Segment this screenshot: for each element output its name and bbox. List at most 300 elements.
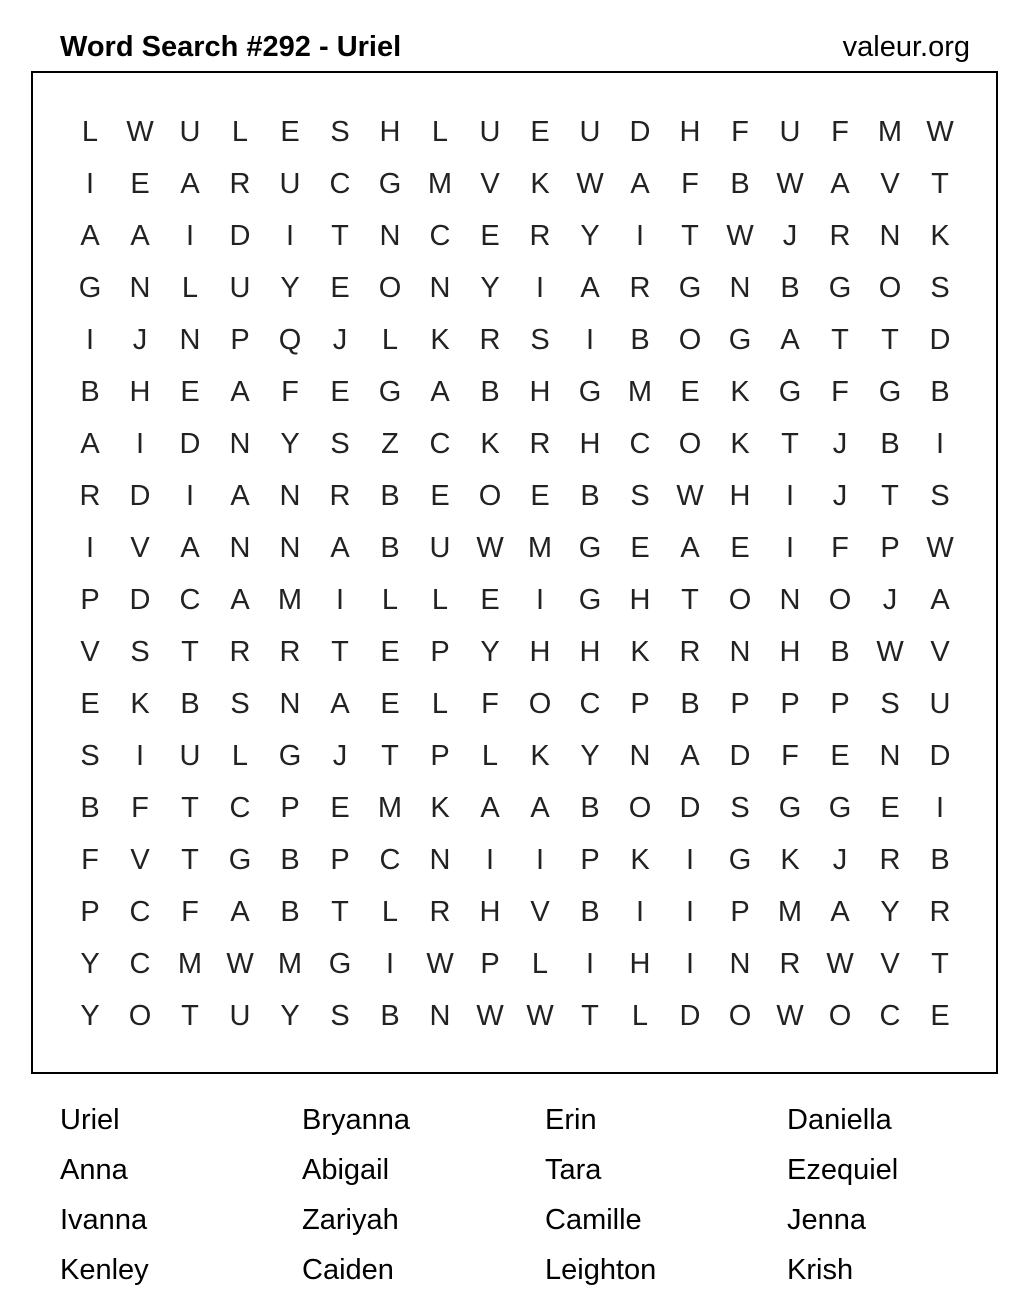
grid-letter[interactable]: B — [630, 324, 650, 356]
grid-letter[interactable]: Y — [80, 948, 100, 980]
grid-letter[interactable]: O — [678, 428, 702, 460]
grid-letter[interactable]: V — [930, 636, 950, 668]
grid-letter[interactable]: P — [330, 844, 350, 876]
grid-letter[interactable]: U — [429, 532, 451, 564]
grid-letter[interactable]: A — [430, 376, 450, 408]
grid-letter[interactable]: K — [530, 168, 550, 200]
grid-letter[interactable]: A — [130, 220, 150, 252]
grid-letter[interactable]: N — [129, 272, 151, 304]
grid-letter[interactable]: R — [629, 272, 651, 304]
grid-letter[interactable]: K — [780, 844, 800, 876]
grid-letter[interactable]: R — [529, 220, 551, 252]
grid-letter[interactable]: A — [630, 168, 650, 200]
grid-letter[interactable]: T — [831, 324, 849, 356]
grid-letter[interactable]: S — [730, 792, 750, 824]
grid-letter[interactable]: I — [935, 428, 945, 460]
grid-letter[interactable]: S — [930, 272, 950, 304]
grid-letter[interactable]: O — [728, 584, 752, 616]
grid-letter[interactable]: G — [828, 272, 852, 304]
grid-letter[interactable]: B — [480, 376, 500, 408]
grid-letter[interactable]: E — [830, 740, 850, 772]
grid-letter[interactable]: U — [229, 1000, 251, 1032]
grid-letter[interactable]: I — [85, 168, 95, 200]
grid-letter[interactable]: E — [330, 272, 350, 304]
grid-letter[interactable]: C — [129, 948, 151, 980]
grid-letter[interactable]: P — [280, 792, 300, 824]
grid-letter[interactable]: T — [881, 480, 899, 512]
grid-letter[interactable]: K — [530, 740, 550, 772]
grid-letter[interactable]: A — [80, 428, 100, 460]
grid-letter[interactable]: T — [331, 220, 349, 252]
grid-letter[interactable]: I — [685, 844, 695, 876]
grid-letter[interactable]: I — [135, 428, 145, 460]
grid-letter[interactable]: I — [585, 948, 595, 980]
grid-letter[interactable]: U — [929, 688, 951, 720]
grid-letter[interactable]: I — [185, 480, 195, 512]
grid-letter[interactable]: N — [729, 636, 751, 668]
grid-letter[interactable]: C — [329, 168, 351, 200]
grid-letter[interactable]: P — [80, 896, 100, 928]
grid-letter[interactable]: L — [431, 688, 449, 720]
grid-letter[interactable]: T — [331, 636, 349, 668]
grid-letter[interactable]: H — [579, 428, 601, 460]
grid-letter[interactable]: A — [480, 792, 500, 824]
grid-letter[interactable]: K — [630, 636, 650, 668]
grid-letter[interactable]: B — [780, 272, 800, 304]
grid-letter[interactable]: N — [879, 220, 901, 252]
grid-letter[interactable]: W — [676, 480, 704, 512]
grid-letter[interactable]: F — [831, 376, 849, 408]
grid-letter[interactable]: E — [380, 636, 400, 668]
grid-letter[interactable]: J — [832, 480, 848, 512]
grid-letter[interactable]: D — [129, 584, 151, 616]
grid-letter[interactable]: K — [930, 220, 950, 252]
grid-letter[interactable]: T — [931, 948, 949, 980]
grid-letter[interactable]: L — [381, 324, 399, 356]
grid-letter[interactable]: C — [429, 428, 451, 460]
grid-letter[interactable]: E — [380, 688, 400, 720]
grid-letter[interactable]: W — [776, 168, 804, 200]
grid-letter[interactable]: E — [480, 584, 500, 616]
grid-letter[interactable]: B — [730, 168, 750, 200]
grid-letter[interactable]: N — [729, 272, 751, 304]
grid-letter[interactable]: L — [181, 272, 199, 304]
grid-letter[interactable]: E — [330, 792, 350, 824]
grid-letter[interactable]: G — [828, 792, 852, 824]
grid-letter[interactable]: A — [230, 480, 250, 512]
grid-letter[interactable]: I — [585, 324, 595, 356]
grid-letter[interactable]: L — [531, 948, 549, 980]
grid-letter[interactable]: O — [628, 792, 652, 824]
grid-letter[interactable]: E — [280, 116, 300, 148]
grid-letter[interactable]: H — [629, 948, 651, 980]
grid-letter[interactable]: E — [680, 376, 700, 408]
grid-letter[interactable]: P — [780, 688, 800, 720]
grid-letter[interactable]: N — [879, 740, 901, 772]
grid-letter[interactable]: J — [882, 584, 898, 616]
grid-letter[interactable]: G — [228, 844, 252, 876]
grid-letter[interactable]: N — [429, 272, 451, 304]
grid-letter[interactable]: P — [730, 688, 750, 720]
grid-letter[interactable]: J — [332, 324, 348, 356]
grid-letter[interactable]: G — [378, 168, 402, 200]
grid-letter[interactable]: H — [579, 636, 601, 668]
grid-letter[interactable]: R — [479, 324, 501, 356]
grid-letter[interactable]: C — [579, 688, 601, 720]
grid-letter[interactable]: A — [330, 532, 350, 564]
grid-letter[interactable]: R — [279, 636, 301, 668]
grid-letter[interactable]: H — [629, 584, 651, 616]
grid-letter[interactable]: I — [185, 220, 195, 252]
grid-letter[interactable]: G — [728, 844, 752, 876]
grid-letter[interactable]: E — [880, 792, 900, 824]
grid-letter[interactable]: I — [685, 948, 695, 980]
grid-letter[interactable]: E — [480, 220, 500, 252]
grid-letter[interactable]: I — [535, 272, 545, 304]
grid-letter[interactable]: R — [329, 480, 351, 512]
grid-letter[interactable]: U — [779, 116, 801, 148]
grid-letter[interactable]: A — [230, 376, 250, 408]
grid-letter[interactable]: P — [480, 948, 500, 980]
grid-letter[interactable]: L — [231, 740, 249, 772]
grid-letter[interactable]: P — [580, 844, 600, 876]
grid-letter[interactable]: N — [279, 480, 301, 512]
grid-letter[interactable]: B — [580, 896, 600, 928]
grid-letter[interactable]: S — [230, 688, 250, 720]
grid-letter[interactable]: S — [930, 480, 950, 512]
grid-letter[interactable]: N — [729, 948, 751, 980]
grid-letter[interactable]: I — [485, 844, 495, 876]
grid-letter[interactable]: B — [930, 376, 950, 408]
grid-letter[interactable]: J — [132, 324, 148, 356]
grid-letter[interactable]: M — [377, 792, 403, 824]
grid-letter[interactable]: D — [729, 740, 751, 772]
grid-letter[interactable]: F — [81, 844, 99, 876]
grid-letter[interactable]: P — [630, 688, 650, 720]
grid-letter[interactable]: K — [730, 376, 750, 408]
grid-letter[interactable]: S — [330, 428, 350, 460]
grid-letter[interactable]: A — [530, 792, 550, 824]
grid-letter[interactable]: K — [430, 324, 450, 356]
grid-letter[interactable]: I — [85, 324, 95, 356]
grid-letter[interactable]: Y — [280, 428, 300, 460]
grid-letter[interactable]: L — [481, 740, 499, 772]
grid-letter[interactable]: U — [179, 740, 201, 772]
grid-letter[interactable]: B — [680, 688, 700, 720]
grid-letter[interactable]: G — [578, 532, 602, 564]
grid-letter[interactable]: J — [832, 844, 848, 876]
grid-letter[interactable]: W — [426, 948, 454, 980]
grid-letter[interactable]: K — [430, 792, 450, 824]
grid-letter[interactable]: I — [785, 480, 795, 512]
grid-letter[interactable]: D — [129, 480, 151, 512]
grid-letter[interactable]: A — [830, 896, 850, 928]
grid-letter[interactable]: G — [678, 272, 702, 304]
grid-letter[interactable]: P — [830, 688, 850, 720]
grid-letter[interactable]: L — [631, 1000, 649, 1032]
grid-letter[interactable]: W — [226, 948, 254, 980]
grid-letter[interactable]: T — [581, 1000, 599, 1032]
grid-letter[interactable]: M — [527, 532, 553, 564]
grid-letter[interactable]: E — [180, 376, 200, 408]
grid-letter[interactable]: B — [280, 896, 300, 928]
grid-letter[interactable]: E — [430, 480, 450, 512]
grid-letter[interactable]: F — [181, 896, 199, 928]
grid-letter[interactable]: C — [379, 844, 401, 876]
grid-letter[interactable]: W — [926, 116, 954, 148]
grid-letter[interactable]: E — [530, 116, 550, 148]
grid-letter[interactable]: N — [229, 428, 251, 460]
grid-letter[interactable]: G — [578, 584, 602, 616]
grid-letter[interactable]: I — [535, 584, 545, 616]
grid-letter[interactable]: W — [526, 1000, 554, 1032]
grid-letter[interactable]: T — [181, 1000, 199, 1032]
grid-letter[interactable]: N — [179, 324, 201, 356]
grid-letter[interactable]: G — [878, 376, 902, 408]
grid-letter[interactable]: B — [580, 480, 600, 512]
grid-letter[interactable]: N — [229, 532, 251, 564]
grid-letter[interactable]: O — [528, 688, 552, 720]
grid-letter[interactable]: H — [779, 636, 801, 668]
grid-letter[interactable]: P — [430, 740, 450, 772]
grid-letter[interactable]: M — [427, 168, 453, 200]
grid-letter[interactable]: A — [230, 584, 250, 616]
grid-letter[interactable]: J — [782, 220, 798, 252]
grid-letter[interactable]: I — [935, 792, 945, 824]
grid-letter[interactable]: O — [728, 1000, 752, 1032]
grid-letter[interactable]: M — [277, 948, 303, 980]
grid-letter[interactable]: W — [926, 532, 954, 564]
grid-letter[interactable]: A — [830, 168, 850, 200]
grid-letter[interactable]: W — [126, 116, 154, 148]
grid-letter[interactable]: R — [679, 636, 701, 668]
grid-letter[interactable]: T — [181, 636, 199, 668]
grid-letter[interactable]: P — [230, 324, 250, 356]
grid-letter[interactable]: T — [331, 896, 349, 928]
grid-letter[interactable]: Y — [280, 1000, 300, 1032]
grid-letter[interactable]: L — [431, 584, 449, 616]
grid-letter[interactable]: U — [179, 116, 201, 148]
grid-letter[interactable]: R — [829, 220, 851, 252]
grid-letter[interactable]: V — [130, 844, 150, 876]
grid-letter[interactable]: G — [278, 740, 302, 772]
grid-letter[interactable]: O — [128, 1000, 152, 1032]
grid-letter[interactable]: J — [332, 740, 348, 772]
grid-letter[interactable]: R — [229, 636, 251, 668]
grid-letter[interactable]: T — [381, 740, 399, 772]
grid-letter[interactable]: P — [430, 636, 450, 668]
grid-letter[interactable]: A — [80, 220, 100, 252]
grid-letter[interactable]: B — [830, 636, 850, 668]
grid-letter[interactable]: I — [385, 948, 395, 980]
grid-letter[interactable]: H — [479, 896, 501, 928]
grid-letter[interactable]: H — [379, 116, 401, 148]
grid-letter[interactable]: B — [80, 792, 100, 824]
grid-letter[interactable]: S — [80, 740, 100, 772]
grid-letter[interactable]: U — [479, 116, 501, 148]
grid-letter[interactable]: E — [80, 688, 100, 720]
grid-letter[interactable]: C — [129, 896, 151, 928]
grid-letter[interactable]: Y — [580, 220, 600, 252]
grid-letter[interactable]: D — [929, 740, 951, 772]
grid-letter[interactable]: Y — [580, 740, 600, 772]
grid-letter[interactable]: O — [828, 584, 852, 616]
grid-letter[interactable]: R — [429, 896, 451, 928]
grid-letter[interactable]: T — [781, 428, 799, 460]
grid-letter[interactable]: G — [778, 792, 802, 824]
grid-letter[interactable]: T — [181, 844, 199, 876]
grid-letter[interactable]: Y — [480, 272, 500, 304]
grid-letter[interactable]: V — [530, 896, 550, 928]
grid-letter[interactable]: B — [880, 428, 900, 460]
grid-letter[interactable]: O — [828, 1000, 852, 1032]
grid-letter[interactable]: K — [130, 688, 150, 720]
grid-letter[interactable]: V — [480, 168, 500, 200]
grid-letter[interactable]: L — [381, 584, 399, 616]
grid-letter[interactable]: F — [681, 168, 699, 200]
grid-letter[interactable]: L — [431, 116, 449, 148]
grid-letter[interactable]: F — [831, 532, 849, 564]
grid-letter[interactable]: V — [130, 532, 150, 564]
grid-letter[interactable]: N — [629, 740, 651, 772]
grid-letter[interactable]: N — [779, 584, 801, 616]
grid-letter[interactable]: A — [230, 896, 250, 928]
grid-letter[interactable]: W — [826, 948, 854, 980]
grid-letter[interactable]: K — [630, 844, 650, 876]
grid-letter[interactable]: I — [635, 220, 645, 252]
grid-letter[interactable]: B — [380, 1000, 400, 1032]
grid-letter[interactable]: S — [880, 688, 900, 720]
grid-letter[interactable]: P — [880, 532, 900, 564]
grid-letter[interactable]: N — [379, 220, 401, 252]
grid-letter[interactable]: D — [229, 220, 251, 252]
grid-letter[interactable]: I — [335, 584, 345, 616]
grid-letter[interactable]: C — [879, 1000, 901, 1032]
grid-letter[interactable]: S — [330, 116, 350, 148]
grid-letter[interactable]: T — [881, 324, 899, 356]
grid-letter[interactable]: D — [179, 428, 201, 460]
grid-letter[interactable]: E — [330, 376, 350, 408]
grid-letter[interactable]: S — [630, 480, 650, 512]
grid-letter[interactable]: C — [429, 220, 451, 252]
grid-letter[interactable]: U — [579, 116, 601, 148]
grid-letter[interactable]: G — [578, 376, 602, 408]
grid-letter[interactable]: M — [277, 584, 303, 616]
grid-letter[interactable]: I — [635, 896, 645, 928]
grid-letter[interactable]: V — [880, 168, 900, 200]
grid-letter[interactable]: A — [180, 168, 200, 200]
grid-letter[interactable]: B — [580, 792, 600, 824]
grid-letter[interactable]: E — [730, 532, 750, 564]
grid-letter[interactable]: A — [680, 532, 700, 564]
grid-letter[interactable]: R — [879, 844, 901, 876]
grid-letter[interactable]: W — [776, 1000, 804, 1032]
grid-letter[interactable]: B — [80, 376, 100, 408]
grid-letter[interactable]: N — [429, 1000, 451, 1032]
grid-letter[interactable]: C — [179, 584, 201, 616]
grid-letter[interactable]: A — [680, 740, 700, 772]
grid-letter[interactable]: R — [529, 428, 551, 460]
grid-letter[interactable]: I — [135, 740, 145, 772]
grid-letter[interactable]: B — [380, 480, 400, 512]
grid-letter[interactable]: E — [930, 1000, 950, 1032]
grid-letter[interactable]: S — [330, 1000, 350, 1032]
grid-letter[interactable]: T — [181, 792, 199, 824]
grid-letter[interactable]: O — [878, 272, 902, 304]
grid-letter[interactable]: U — [279, 168, 301, 200]
grid-letter[interactable]: N — [429, 844, 451, 876]
grid-letter[interactable]: H — [679, 116, 701, 148]
grid-letter[interactable]: T — [681, 584, 699, 616]
grid-letter[interactable]: F — [781, 740, 799, 772]
grid-letter[interactable]: F — [731, 116, 749, 148]
grid-letter[interactable]: K — [480, 428, 500, 460]
grid-letter[interactable]: F — [481, 688, 499, 720]
grid-letter[interactable]: M — [177, 948, 203, 980]
grid-letter[interactable]: F — [831, 116, 849, 148]
grid-letter[interactable]: O — [378, 272, 402, 304]
grid-letter[interactable]: C — [629, 428, 651, 460]
grid-letter[interactable]: E — [130, 168, 150, 200]
grid-letter[interactable]: I — [85, 532, 95, 564]
grid-letter[interactable]: D — [629, 116, 651, 148]
grid-letter[interactable]: A — [780, 324, 800, 356]
grid-letter[interactable]: E — [630, 532, 650, 564]
grid-letter[interactable]: H — [529, 376, 551, 408]
grid-letter[interactable]: O — [678, 324, 702, 356]
grid-letter[interactable]: I — [785, 532, 795, 564]
grid-letter[interactable]: G — [778, 376, 802, 408]
grid-letter[interactable]: R — [929, 896, 951, 928]
grid-letter[interactable]: Y — [280, 272, 300, 304]
grid-letter[interactable]: O — [478, 480, 502, 512]
grid-letter[interactable]: D — [679, 1000, 701, 1032]
grid-letter[interactable]: E — [530, 480, 550, 512]
grid-letter[interactable]: H — [129, 376, 151, 408]
grid-letter[interactable]: N — [279, 688, 301, 720]
grid-letter[interactable]: A — [580, 272, 600, 304]
grid-letter[interactable]: V — [880, 948, 900, 980]
grid-letter[interactable]: Y — [80, 1000, 100, 1032]
grid-letter[interactable]: Z — [381, 428, 399, 460]
grid-letter[interactable]: Y — [880, 896, 900, 928]
grid-letter[interactable]: R — [79, 480, 101, 512]
grid-letter[interactable]: D — [679, 792, 701, 824]
grid-letter[interactable]: K — [730, 428, 750, 460]
grid-letter[interactable]: L — [381, 896, 399, 928]
grid-letter[interactable]: I — [285, 220, 295, 252]
grid-letter[interactable]: G — [378, 376, 402, 408]
grid-letter[interactable]: B — [180, 688, 200, 720]
grid-letter[interactable]: R — [779, 948, 801, 980]
grid-letter[interactable]: A — [330, 688, 350, 720]
grid-letter[interactable]: G — [78, 272, 102, 304]
grid-letter[interactable]: W — [576, 168, 604, 200]
grid-letter[interactable]: F — [281, 376, 299, 408]
grid-letter[interactable]: T — [931, 168, 949, 200]
grid-letter[interactable]: G — [328, 948, 352, 980]
grid-letter[interactable]: W — [476, 532, 504, 564]
grid-letter[interactable]: L — [81, 116, 99, 148]
grid-letter[interactable]: B — [380, 532, 400, 564]
grid-letter[interactable]: M — [627, 376, 653, 408]
grid-letter[interactable]: A — [180, 532, 200, 564]
grid-letter[interactable]: J — [832, 428, 848, 460]
grid-letter[interactable]: W — [476, 1000, 504, 1032]
grid-letter[interactable]: N — [279, 532, 301, 564]
grid-letter[interactable]: P — [730, 896, 750, 928]
grid-letter[interactable]: D — [929, 324, 951, 356]
